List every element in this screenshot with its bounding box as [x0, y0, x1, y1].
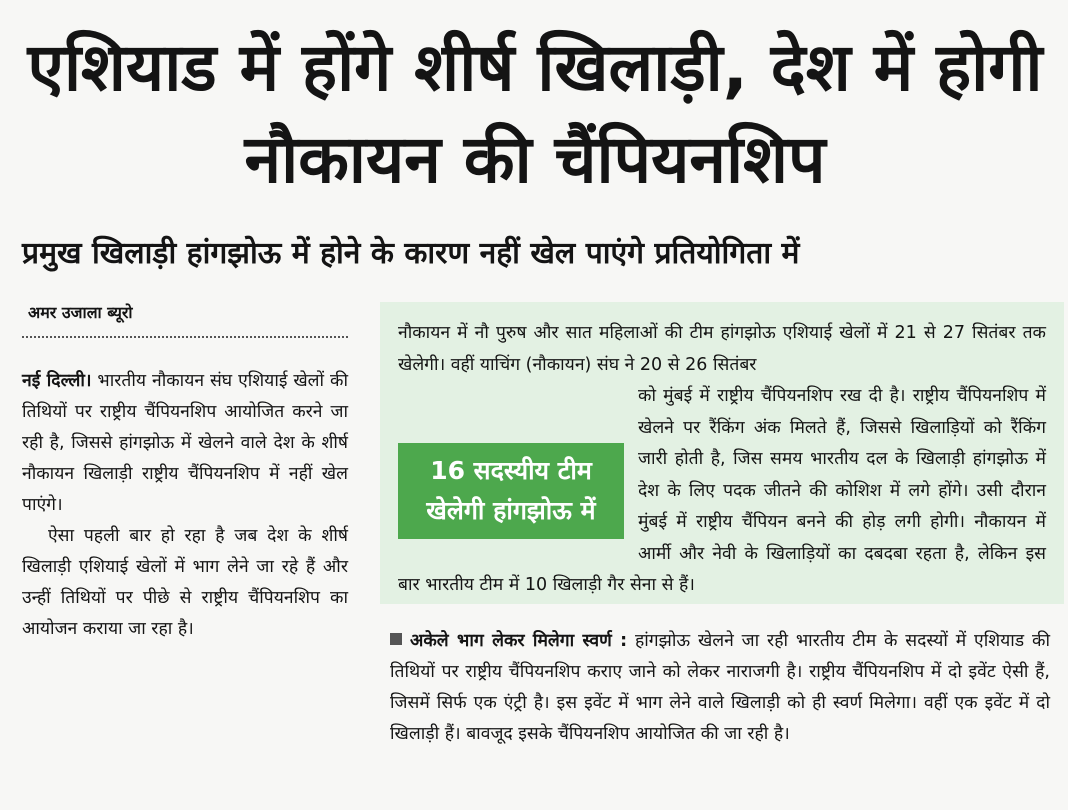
highlight-box-text — [398, 318, 1046, 602]
left-column — [22, 366, 348, 645]
gold-section-body: हांगझोऊ खेलने जा रही भारतीय टीम के सदस्यों में एशियाड की तिथियों पर राष्ट्रीय चैंपियनशिप कराए जाने को लेकर नाराजगी है। राष्ट्रीय चैंपियनशिप में दो इवेंट ऐसी हैं, जिसमें सिर्फ एक एंट्री है। इस इवेंट में भाग लेने वाले खिलाड़ी को ही स्वर्ण मिलेगा। वहीं एक इवेंट में दो खिलाड़ी हैं। बावजूद इसके चैंपियनशिप आयोजित की जा रही है। — [390, 631, 1050, 744]
gold-section — [390, 626, 1050, 750]
dateline: नई दिल्ली। — [22, 371, 92, 391]
bullet-square-icon — [390, 633, 402, 645]
byline: अमर उजाला ब्यूरो — [28, 303, 133, 322]
callout-line-1: 16 सदस्यीय टीम — [430, 456, 592, 485]
highlight-rest: को मुंबई में राष्ट्रीय चैंपियनशिप रख दी है। राष्ट्रीय चैंपियनशिप में खेलने पर रैंकिंग अंक मिलते हैं, जिससे खिलाड़ियों को रैंकिंग जारी होती है, जिस समय भारतीय दल के खिलाड़ी हांगझोऊ में देश के लिए पदक जीतने की कोशिश में लगे होंगे। उसी दौरान मुंबई में राष्ट्रीय चैंपियन बनने की होड़ लगी होगी। नौकायन में आर्मी और नेवी के खिलाड़ियों का दबदबा रहता है, लेकिन इस बार भारतीय टीम में 10 खिलाड़ी गैर सेना से हैं। — [398, 386, 1046, 595]
gold-section-heading: अकेले भाग लेकर मिलेगा स्वर्ण : — [410, 631, 628, 651]
gold-paragraph — [390, 626, 1050, 750]
team-callout — [398, 443, 624, 539]
subheadline: प्रमुख खिलाड़ी हांगझोऊ में होने के कारण नहीं खेल पाएंगे प्रतियोगिता में — [22, 236, 800, 271]
highlight-lead: नौकायन में नौ पुरुष और सात महिलाओं की टीम हांगझोऊ एशियाई खेलों में 21 से 27 सितंबर तक खेलेगी। वहीं याचिंग (नौकायन) संघ ने 20 से 26 सितंबर — [398, 323, 1046, 375]
left-paragraph-1-text: भारतीय नौकायन संघ एशियाई खेलों की तिथियों पर राष्ट्रीय चैंपियनशिप आयोजित करने जा रही है, जिससे हांगझोऊ में खेलने वाले देश के शीर्ष नौकायन खिलाड़ी राष्ट्रीय चैंपियनशिप में नहीं खेल पाएंगे। — [22, 371, 348, 515]
callout-line-2: खेलेगी हांगझोऊ में — [426, 496, 596, 525]
byline-divider — [22, 336, 348, 338]
headline: एशियाड में होंगे शीर्ष खिलाड़ी, देश में होगी नौकायन की चैंपियनशिप — [27, 29, 1043, 198]
left-paragraph-2: ऐसा पहली बार हो रहा है जब देश के शीर्ष खिलाड़ी एशियाई खेलों में भाग लेने जा रहे हैं और उन्हीं तिथियों पर पीछे से राष्ट्रीय चैंपियनशिप का आयोजन कराया जा रहा है। — [22, 526, 348, 639]
left-paragraph-1 — [22, 366, 348, 521]
